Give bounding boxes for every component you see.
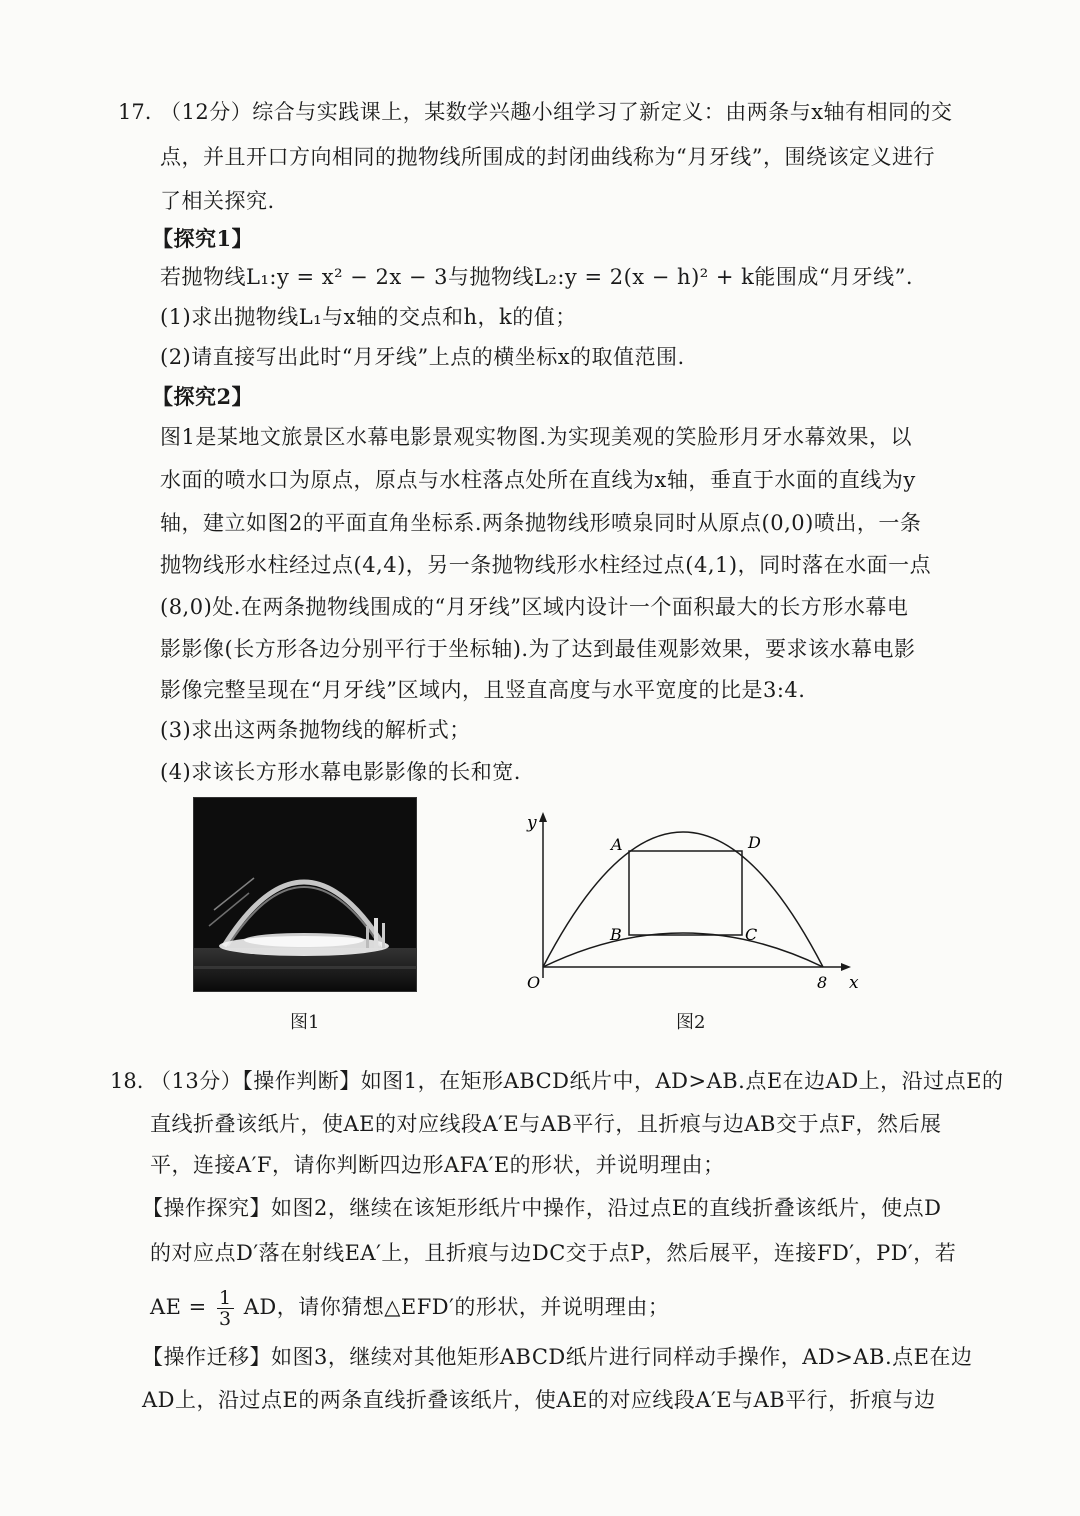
explore-2-title: 【探究2】 (152, 384, 254, 409)
fraction-numerator: 1 (218, 1287, 232, 1309)
rectangle-abcd (629, 851, 742, 935)
figure-1-caption: 图1 (290, 1012, 320, 1033)
q17-intro-line-3: 了相关探究. (160, 189, 275, 213)
question-18-number: 18. (110, 1069, 144, 1093)
explore-2-line-2: 水面的喷水口为原点，原点与水柱落点处所在直线为x轴，垂直于水面的直线为y (160, 468, 916, 492)
explore-1-title: 【探究1】 (152, 226, 254, 251)
lower-parabola (543, 933, 823, 967)
explore-2-line-1: 图1是某地文旅景区水幕电影景观实物图.为实现美观的笑脸形月牙水幕效果，以 (160, 425, 913, 449)
figure-2-caption: 图2 (676, 1012, 706, 1033)
point-b-label: B (610, 925, 622, 944)
explore-2-line-7: 影像完整呈现在“月牙线”区域内，且竖直高度与水平宽度的比是3:4. (160, 678, 806, 702)
fountain-photo-drawing (194, 798, 416, 991)
origin-label: O (527, 973, 541, 992)
point-d-label: D (748, 833, 761, 852)
q17-intro-line-2: 点，并且开口方向相同的抛物线所围成的封闭曲线称为“月牙线”，围绕该定义进行 (160, 145, 935, 169)
explore-2-line-9: (4)求该长方形水幕电影影像的长和宽. (160, 760, 521, 784)
fountain-photo (193, 797, 417, 992)
point-a-label: A (611, 835, 623, 854)
figure-2-diagram (515, 808, 859, 1008)
x-axis-arrow (841, 963, 851, 971)
q18-line-4: 【操作探究】如图2，继续在该矩形纸片中操作，沿过点E的直线折叠该纸片，使点D (142, 1196, 942, 1220)
y-axis-arrow (539, 812, 547, 822)
q18-line-6 (150, 1285, 669, 1329)
explore-2-line-3: 轴，建立如图2的平面直角坐标系.两条抛物线形喷泉同时从原点(0,0)喷出，一条 (160, 511, 922, 535)
q18-line-1: （13分）【操作判断】如图1，在矩形ABCD纸片中，AD>AB.点E在边AD上，沿过点E的 (150, 1069, 1004, 1093)
q18-line-3: 平，连接A′F，请你判断四边形AFA′E的形状，并说明理由； (150, 1153, 725, 1177)
q18-line-6-prefix: AE = (150, 1295, 207, 1319)
q18-line-8: AD上，沿过点E的两条直线折叠该纸片，使AE的对应线段A′E与AB平行，折痕与边 (142, 1388, 936, 1412)
explore-2-line-8: (3)求出这两条抛物线的解析式； (160, 718, 471, 742)
q18-line-2: 直线折叠该纸片，使AE的对应线段A′E与AB平行，且折痕与边AB交于点F，然后展 (150, 1112, 942, 1136)
explore-1-line-3: (2)请直接写出此时“月牙线”上点的横坐标x的取值范围. (160, 345, 685, 369)
point-c-label: C (745, 925, 758, 944)
upper-parabola (543, 832, 823, 967)
fraction-one-third (217, 1288, 234, 1329)
explore-1-line-1: 若抛物线L₁:y = x² − 2x − 3与抛物线L₂:y = 2(x − h)² + k能围成“月牙线”. (160, 265, 914, 289)
y-axis-label: y (527, 813, 537, 833)
explore-2-line-6: 影影像(长方形各边分别平行于坐标轴).为了达到最佳观影效果，要求该水幕电影 (160, 637, 916, 661)
explore-1-line-2: (1)求出抛物线L₁与x轴的交点和h，k的值； (160, 305, 577, 329)
explore-2-line-4: 抛物线形水柱经过点(4,4)，另一条抛物线形水柱经过点(4,1)，同时落在水面一点 (160, 553, 932, 577)
question-17-number: 17. (118, 100, 152, 124)
explore-2-line-5: (8,0)处.在两条抛物线围成的“月牙线”区域内设计一个面积最大的长方形水幕电 (160, 595, 909, 619)
fraction-denominator: 3 (218, 1308, 232, 1330)
q17-intro-line-1: （12分）综合与实践课上，某数学兴趣小组学习了新定义：由两条与x轴有相同的交 (160, 100, 953, 124)
q18-line-7: 【操作迁移】如图3，继续对其他矩形ABCD纸片进行同样动手操作，AD>AB.点E在边 (142, 1345, 973, 1369)
x-tick-8-label: 8 (817, 973, 828, 992)
q18-line-6-suffix: AD，请你猜想△EFD′的形状，并说明理由； (243, 1295, 670, 1319)
q18-line-5: 的对应点D′落在射线EA′上，且折痕与边DC交于点P，然后展平，连接FD′，PD′，若 (150, 1241, 957, 1265)
x-axis-label: x (849, 973, 859, 993)
